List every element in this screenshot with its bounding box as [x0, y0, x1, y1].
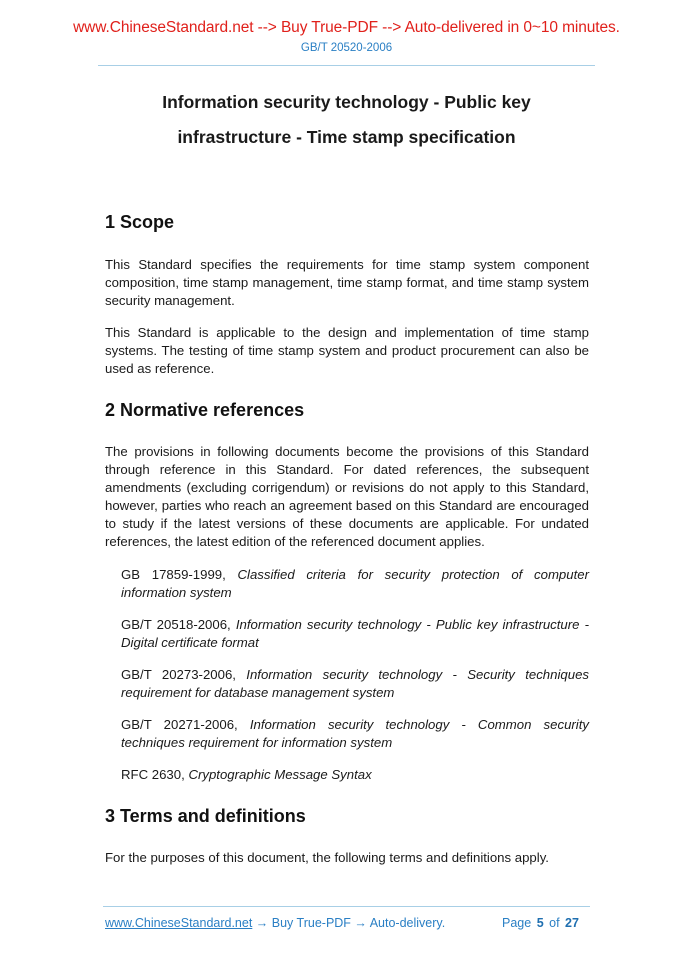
- reference-item: [121, 766, 589, 784]
- normative-references-paragraph: The provisions in following documents become the provisions of this Standard through reference in this Standard. For dated references, the subsequent amendments (excluding corrigendum) or revisions do not apply to this Standard, however, parties who reach an agreement based on this Standard are encouraged to study if the latest versions of these documents are applicable. For undated references, the latest edition of the referenced document applies.: [105, 444, 589, 549]
- reference-code: GB/T 20518-2006,: [121, 617, 231, 632]
- footer-site-link[interactable]: www.ChineseStandard.net: [105, 916, 253, 930]
- reference-item: [121, 666, 589, 702]
- reference-title: Cryptographic Message Syntax: [188, 767, 372, 782]
- reference-item: [121, 616, 589, 652]
- page-current: 5: [536, 916, 544, 930]
- document-title-line-1: Information security technology - Public key: [162, 92, 531, 112]
- scope-paragraph-2: This Standard is applicable to the design and implementation of time stamp systems. The testing of time stamp system and product procurement can also be used as reference.: [105, 325, 589, 376]
- reference-item: [121, 566, 589, 602]
- of-label: of: [549, 916, 560, 930]
- header-divider: [98, 65, 595, 66]
- page-label: Page: [502, 916, 532, 930]
- reference-code: GB/T 20273-2006,: [121, 667, 236, 682]
- reference-item: [121, 716, 589, 752]
- reference-title: Classified criteria for security protection of computer information system: [121, 567, 589, 600]
- section-heading-scope: 1 Scope: [105, 212, 175, 232]
- footer-divider: [103, 906, 590, 907]
- standard-code: GB/T 20520-2006: [300, 42, 393, 54]
- footer-promo: [105, 916, 445, 930]
- reference-code: RFC 2630,: [121, 767, 185, 782]
- reference-code: GB/T 20271-2006,: [121, 717, 238, 732]
- reference-title: Information security technology - Security techniques requirement for database management system: [121, 667, 590, 700]
- reference-code: GB 17859-1999,: [121, 567, 226, 582]
- reference-title: Information security technology - Common security techniques requirement for information system: [121, 717, 589, 750]
- section-heading-normative-references: 2 Normative references: [105, 400, 305, 420]
- section-heading-terms-and-definitions: 3 Terms and definitions: [105, 806, 306, 826]
- scope-paragraph-1: This Standard specifies the requirements for time stamp system component composition, time stamp management, time stamp format, and time stamp system security management.: [105, 257, 589, 308]
- reference-title: Information security technology - Public key infrastructure - Digital certificate format: [121, 617, 589, 650]
- page-total: 27: [565, 916, 579, 930]
- page-banner: www.ChineseStandard.net --> Buy True-PDF --> Auto-delivered in 0~10 minutes.: [73, 19, 620, 36]
- footer-trail: → Buy True-PDF → Auto-delivery.: [252, 916, 446, 930]
- page-indicator: [502, 916, 579, 930]
- document-title-line-2: infrastructure - Time stamp specification: [177, 127, 516, 147]
- terms-paragraph: For the purposes of this document, the following terms and definitions apply.: [105, 850, 549, 865]
